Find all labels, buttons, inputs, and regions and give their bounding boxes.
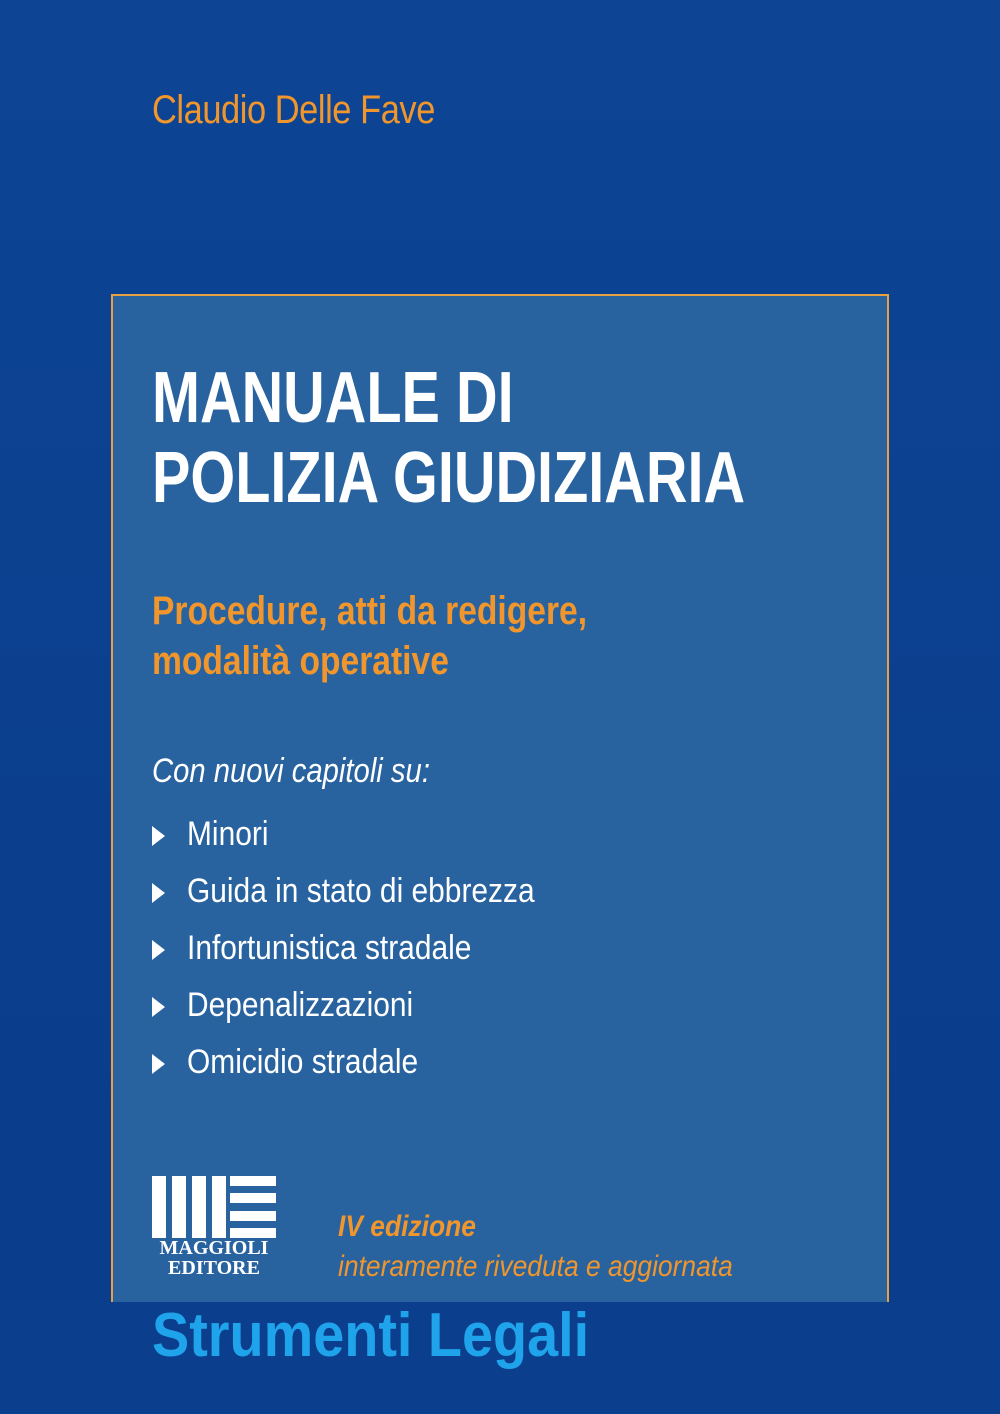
chapter-label: Omicidio stradale [187,1043,419,1081]
subtitle-line-1: Procedure, atti da redigere, [152,589,588,633]
chapters-intro: Con nuovi capitoli su: [152,752,430,790]
bullet-triangle-icon [152,1054,165,1074]
list-item [152,1034,582,1091]
bullet-triangle-icon [152,997,165,1017]
list-item [152,863,582,920]
book-title [152,358,745,518]
subtitle-line-2: modalità operative [152,639,449,683]
publisher-name: MAGGIOLI [159,1237,269,1259]
title-line-1: MANUALE DI [152,358,514,438]
edition-label: IV edizione [338,1210,476,1243]
publisher-name-line-2: EDITORE [168,1257,260,1279]
bullet-triangle-icon [152,883,165,903]
chapter-label: Infortunistica stradale [187,929,472,967]
title-line-2: POLIZIA GIUDIZIARIA [152,438,746,518]
publisher-logo [152,1176,276,1282]
series-title: Strumenti Legali [152,1301,590,1370]
chapter-label: Minori [187,815,269,853]
edition-note: interamente riveduta e aggiornata [338,1250,733,1283]
list-item [152,806,582,863]
bullet-triangle-icon [152,826,165,846]
maggioli-logo-icon [152,1176,276,1238]
bullet-triangle-icon [152,940,165,960]
chapter-label: Guida in stato di ebbrezza [187,872,535,910]
book-subtitle [152,586,587,686]
chapters-list [152,806,582,1091]
list-item [152,920,582,977]
author-name: Claudio Delle Fave [152,88,435,132]
list-item [152,977,582,1034]
chapter-label: Depenalizzazioni [187,986,414,1024]
